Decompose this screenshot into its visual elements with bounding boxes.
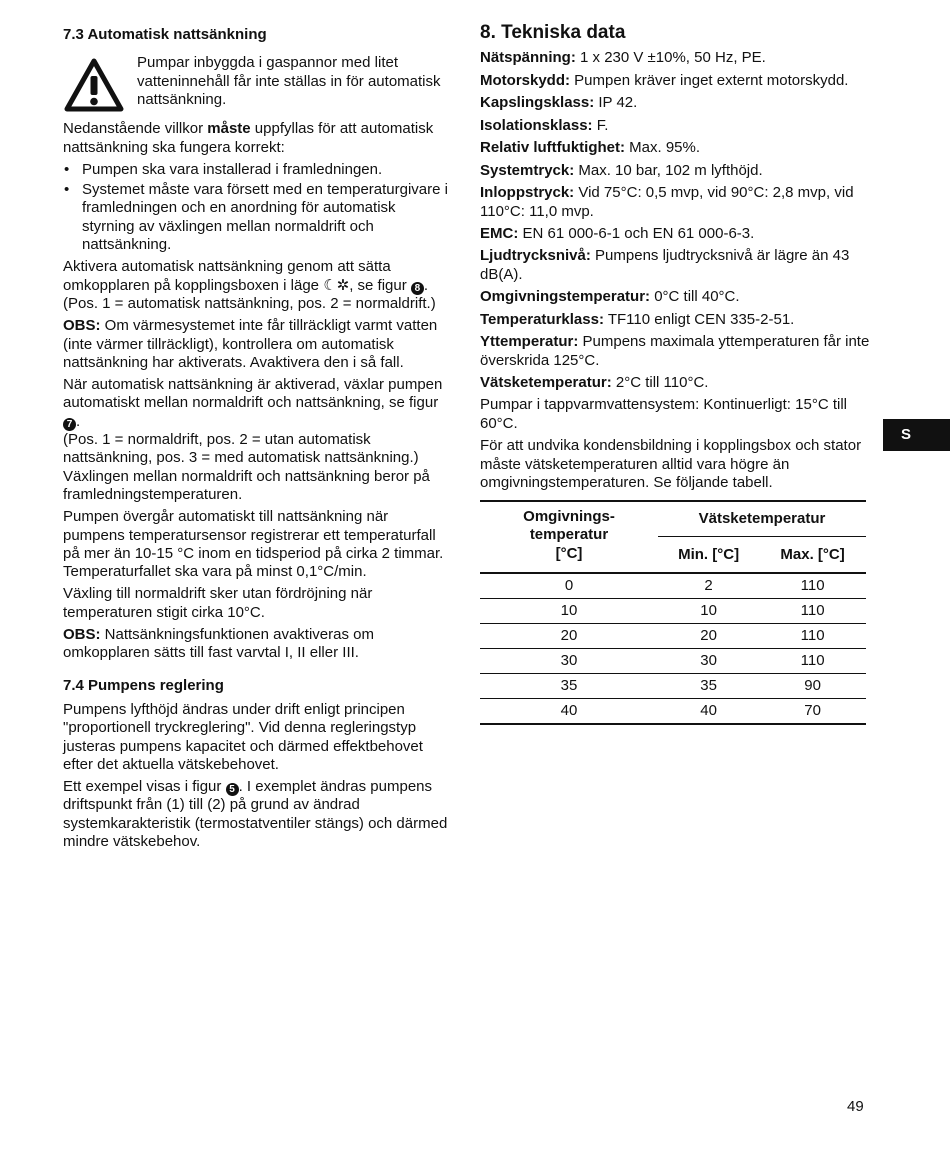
table-cell: 10 <box>658 599 759 624</box>
tapwater-paragraph: Pumpar i tappvarmvattensystem: Kontinuerligt: 15°C till 60°C. <box>480 396 847 432</box>
night-mode-symbol-icon: ☾✲ <box>323 276 350 294</box>
language-tab: S <box>883 419 950 451</box>
table-row <box>480 599 866 624</box>
spec-line: Temperaturklass: TF110 enligt CEN 335-2-51. <box>480 310 795 328</box>
warning-text: Pumpar inbyggda i gaspannor med litet vatteninnehåll får inte ställas in för automatisk nattsänkning. <box>137 54 441 108</box>
spec-line: EMC: EN 61 000-6-1 och EN 61 000-6-3. <box>480 224 755 242</box>
temperature-table <box>480 500 866 725</box>
section-heading-7-4: 7.4 Pumpens reglering <box>63 676 224 694</box>
spec-line: Kapslingsklass: IP 42. <box>480 94 638 112</box>
table-cell: 110 <box>759 649 866 674</box>
table-cell: 20 <box>658 624 759 649</box>
example-paragraph: Ett exempel visas i figur 5 . I exemplet ändras pumpens driftspunkt från (1) till (2) på grund av ändrad systemkarakteristik (termostatventiler stängs) och därmed mindre vätskebehov. <box>63 778 448 850</box>
table-row <box>480 699 866 725</box>
spec-line: Yttemperatur: Pumpens maximala yttemperaturen får inte överskrida 125°C. <box>480 333 870 369</box>
table-cell: 35 <box>480 674 658 699</box>
section-heading-8: 8. Tekniska data <box>480 22 626 43</box>
table-cell: 40 <box>480 699 658 725</box>
transition-paragraph: Pumpen övergår automatiskt till nattsänkning när pumpens temperatursensor registrerar ett temperaturfall på mer än 10-15 °C inom en tidsperiod på cirka 2 timmar. Temperaturfallet ska vara på minst 0,1°C/min. <box>63 508 444 581</box>
table-cell: 35 <box>658 674 759 699</box>
return-paragraph: Växling till normaldrift sker utan fördröjning när temperaturen stigit cirka 10°C. <box>63 585 373 621</box>
table-cell: 30 <box>480 649 658 674</box>
conditions-intro: Nedanstående villkor måste uppfyllas för att automatisk nattsänkning ska fungera korrekt: <box>63 120 434 156</box>
obs-note-1: OBS: Om värmesystemet inte får tillräckligt varmt vatten (inte värmer tillräckligt), kontrollera om automatisk nattsänkning har aktiverats. Avaktivera den i så fall. <box>63 317 438 371</box>
table-cell: 110 <box>759 624 866 649</box>
table-cell: 30 <box>658 649 759 674</box>
warning-notice <box>63 54 451 113</box>
table-header-min: Min. [°C] <box>658 537 759 574</box>
table-header-max: Max. [°C] <box>759 537 866 574</box>
table-cell: 110 <box>759 573 866 599</box>
table-header-liquid-temp: Vätsketemperatur <box>658 501 866 537</box>
switch-paragraph: När automatisk nattsänkning är aktiverad, växlar pumpen automatiskt mellan normaldrift och nattsänkning, se figur 7 . <box>63 376 443 430</box>
section-heading-7-3: 7.3 Automatisk nattsänkning <box>63 26 267 43</box>
spec-line: Relativ luftfuktighet: Max. 95%. <box>480 139 701 157</box>
spec-line: Systemtryck: Max. 10 bar, 102 m lyfthöjd. <box>480 161 763 179</box>
spec-line: Inloppstryck: Vid 75°C: 0,5 mvp, vid 90°C: 2,8 mvp, vid 110°C: 11,0 mvp. <box>480 184 854 220</box>
right-column <box>480 24 870 725</box>
page-number: 49 <box>847 1098 864 1115</box>
table-cell: 10 <box>480 599 658 624</box>
table-row <box>480 624 866 649</box>
list-item: • Systemet måste vara försett med en temperaturgivare i framledningen och en anordning för automatisk styrning av växlingen mellan normaldrift och nattsänkning. <box>63 181 451 254</box>
switch-dependency: Växlingen mellan normaldrift och nattsänkning beror på framledningstemperaturen. <box>63 467 430 503</box>
activate-paragraph: Aktivera automatisk nattsänkning genom att sätta omkopplaren på kopplingsboxen i läge ☾✲, se figur 8 . (Pos. 1 = automatisk nattsänkning, pos. 2 = normaldrift.) <box>63 258 436 312</box>
switch-positions: (Pos. 1 = normaldrift, pos. 2 = utan automatisk nattsänkning, pos. 3 = med automatisk nattsänkning.) <box>63 431 419 467</box>
spec-line: Motorskydd: Pumpen kräver inget externt motorskydd. <box>480 71 849 89</box>
table-cell: 70 <box>759 699 866 725</box>
figure-ref-badge: 5 <box>226 783 239 796</box>
condensation-paragraph: För att undvika kondensbildning i kopplingsbox och stator måste vätsketemperaturen alltid vara högre än omgivningstemperaturen. Se följande tabell. <box>480 437 862 491</box>
regulation-paragraph: Pumpens lyfthöjd ändras under drift enligt principen "proportionell tryckreglering". Vid denna regleringstyp justeras pumpens kapacitet och därmed effektbehovet efter det aktuella vätskebehovet. <box>63 700 423 773</box>
spec-line: Vätsketemperatur: 2°C till 110°C. <box>480 374 709 391</box>
spec-line: Nätspänning: 1 x 230 V ±10%, 50 Hz, PE. <box>480 49 766 67</box>
spec-line: Isolationsklass: F. <box>480 116 609 134</box>
spec-line: Omgivningstemperatur: 0°C till 40°C. <box>480 288 740 306</box>
table-row <box>480 649 866 674</box>
warning-triangle-icon <box>63 57 125 113</box>
obs-note-2: OBS: Nattsänkningsfunktionen avaktiveras om omkopplaren sätts till fast varvtal I, II eller III. <box>63 626 374 662</box>
table-cell: 90 <box>759 674 866 699</box>
table-cell: 2 <box>658 573 759 599</box>
figure-ref-badge: 7 <box>63 418 76 431</box>
table-row <box>480 674 866 699</box>
table-header-ambient: Omgivnings- temperatur [°C] <box>480 501 658 573</box>
table-cell: 0 <box>480 573 658 599</box>
figure-ref-badge: 8 <box>411 282 424 295</box>
conditions-list <box>63 161 451 254</box>
left-column <box>63 26 451 855</box>
spec-line: Ljudtrycksnivå: Pumpens ljudtrycksnivå är lägre än 43 dB(A). <box>480 247 850 283</box>
table-cell: 40 <box>658 699 759 725</box>
table-row <box>480 573 866 599</box>
table-cell: 110 <box>759 599 866 624</box>
table-cell: 20 <box>480 624 658 649</box>
list-item: • Pumpen ska vara installerad i framledningen. <box>63 161 451 179</box>
